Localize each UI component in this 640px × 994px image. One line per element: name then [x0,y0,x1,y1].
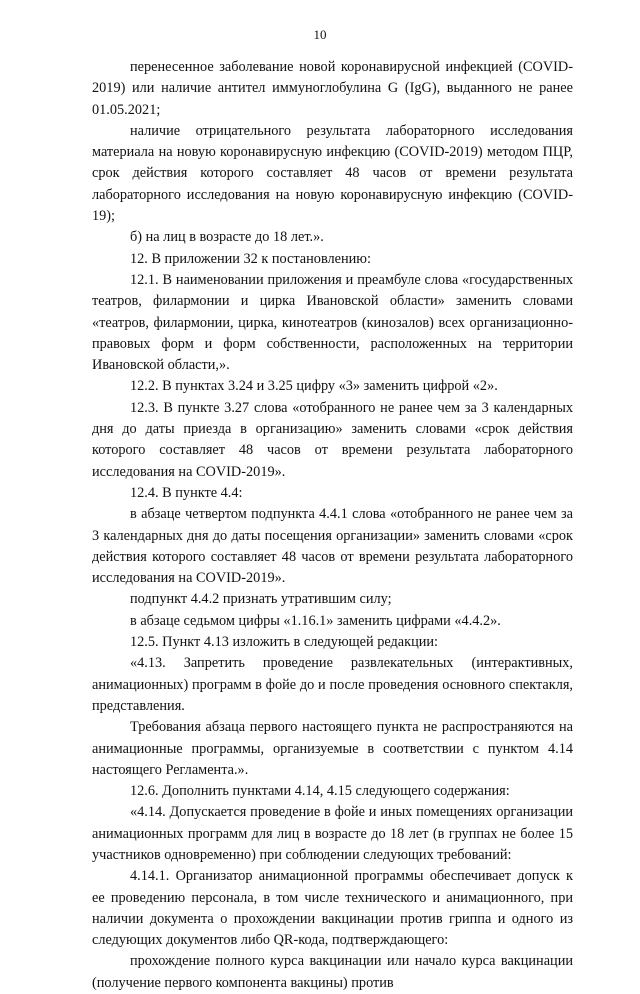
paragraph-12-6: 12.6. Дополнить пунктами 4.14, 4.15 следующего содержания: [130,783,510,800]
paragraph-12-5: 12.5. Пункт 4.13 изложить в следующей редакции: [130,634,439,651]
paragraph-12-4-abzac-4: в абзаце четвертом подпункта 4.4.1 слова «отобранного не ранее чем за 3 календарных дня до даты посещения организации» заменить словами «срок действия которого составляет 48 часов от времени результата лабораторного исследования на COVID-2019». [92,506,573,587]
paragraph-vaccination: прохождение полного курса вакцинации или начало курса вакцинации (получение первого компонента вакцины) против [92,953,573,991]
paragraph-12-4-abzac-7: в абзаце седьмом цифры «1.16.1» заменить цифрами «4.4.2». [130,612,501,629]
paragraph-12: 12. В приложении 32 к постановлению: [130,250,371,267]
paragraph-12-4: 12.4. В пункте 4.4: [130,484,243,501]
paragraph-under-18: б) на лиц в возрасте до 18 лет.». [130,229,324,246]
paragraph-negative-test: наличие отрицательного результата лабораторного исследования материала на новую коронавирусную инфекцию (COVID-2019) методом ПЦР, срок действия которого составляет 48 часов от времени результата лабораторного исследования на новую коронавирусную инфекцию (COVID-19); [92,122,573,225]
paragraph-4-13-exception: Требования абзаца первого настоящего пункта не распространяются на анимационные программы, организуемые в соответствии с пунктом 4.14 настоящего Регламента.». [92,719,573,778]
paragraph-4-14-1: 4.14.1. Организатор анимационной программы обеспечивает допуск к ее проведению персонала, в том числе технического и анимационного, при наличии документа о прохождении вакцинации против гриппа и одного из следующих документов либо QR-кода, подтверждающего: [92,868,573,949]
paragraph-covid-recovery: перенесенное заболевание новой коронавирусной инфекцией (COVID-2019) или наличие антител иммуноглобулина G (IgG), выданного не ранее 01.05.2021; [92,59,573,118]
paragraph-12-3: 12.3. В пункте 3.27 слова «отобранного не ранее чем за 3 календарных дня до даты приезда в организацию» заменить словами «срок действия которого составляет 48 часов от времени результата лабораторного исследования на COVID-2019». [92,399,573,480]
paragraph-4-13: «4.13. Запретить проведение развлекательных (интерактивных, анимационных) программ в фойе до и после проведения основного спектакля, представления. [92,655,573,714]
paragraph-4-14: «4.14. Допускается проведение в фойе и иных помещениях организации анимационных программ для лиц в возрасте до 18 лет (в группах не более 15 участников одновременно) при соблюдении следующих требований: [92,804,573,863]
page-number: 10 [313,27,327,42]
document-body [92,57,573,994]
paragraph-12-2: 12.2. В пунктах 3.24 и 3.25 цифру «3» заменить цифрой «2». [130,378,498,395]
paragraph-12-1: 12.1. В наименовании приложения и преамбуле слова «государственных театров, филармонии и цирка Ивановской области» заменить словами «театров, филармонии, цирка, кинотеатров (кинозалов) всех организационно-правовых форм и форм собственности, расположенных на территории Ивановской области,». [92,271,573,374]
paragraph-12-4-subpoint-4-4-2: подпункт 4.4.2 признать утратившим силу; [130,591,392,608]
